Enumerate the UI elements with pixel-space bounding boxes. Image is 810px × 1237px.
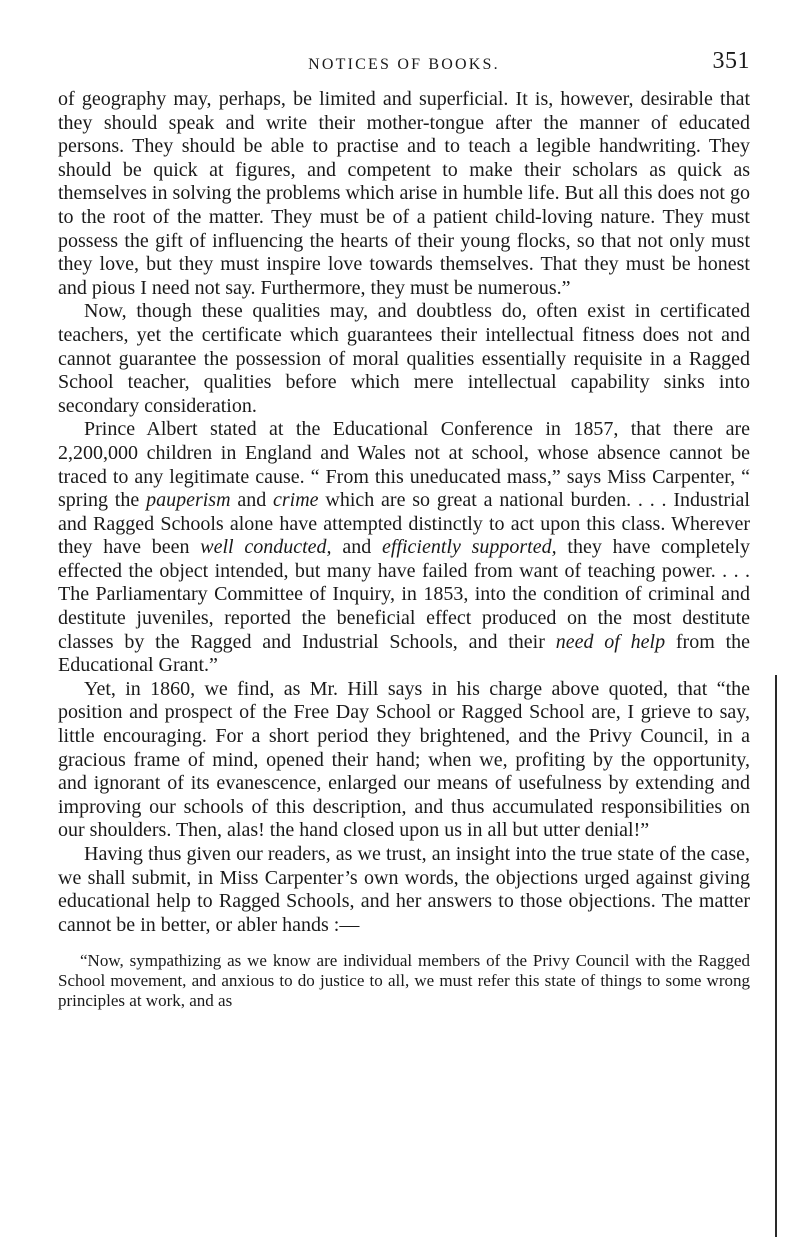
text-run: Prince Albert stated at the Educational Conference in 1857, that there are 2,200,000 children in England and Wales not at school, whose absence cannot be traced to any legitimate cause. “ From this uneducated mass,” says Miss Carpenter, “ spring the (58, 418, 750, 512)
paragraph-prince-albert (58, 418, 750, 678)
paragraph-qualities: Now, though these qualities may, and doubtless do, often exist in certificated teachers, yet the certificate which guarantees their intellectual fitness does not and cannot guarantee the possession of moral qualities essentially requisite in a Ragged School teacher, qualities before which mere intellectual capability sinks into secondary consideration. (58, 300, 750, 417)
body-text (58, 88, 750, 937)
emphasis-text: well conducted, (200, 536, 332, 559)
quote-text: “Now, sympathizing as we know are individual members of the Privy Council with the Ragged School movement, and anxious to do justice to all, we must refer this state of things to some wrong principles at work, and as (58, 951, 750, 1011)
text-run: from the Educational Grant.” (58, 630, 750, 677)
paragraph-1860: Yet, in 1860, we find, as Mr. Hill says in his charge above quoted, that “the position and prospect of the Free Day School or Ragged School are, I grieve to say, little encouraging. For a short period they brightened, and the Privy Council, in a gracious frame of mind, opened their hand; when we, profiting by the opportunity, and ignorant of its evanescence, enlarged our means of usefulness by extending and improving our schools of this description, and thus accumulated responsibilities on our shoulders. Then, alas! the hand closed upon us in all but utter denial!” (58, 677, 750, 842)
text-run: they have completely effected the object intended, but many have failed from want of teaching power. . . . The Parliamentary Committee of Inquiry, in 1853, into the condition of criminal and destitute juveniles, reported the beneficial effect produced on the most destitute classes by the Ragged and Industrial Schools, and their (58, 536, 750, 653)
text-run: and (230, 489, 274, 512)
text-run: which are so great a national burden. . . . Industrial and Ragged Schools alone have attempted distinctly to act upon this class. Wherever they have been (58, 489, 750, 559)
emphasis-text: pauperism (146, 489, 231, 512)
page-number: 351 (712, 48, 750, 74)
emphasis-text: efficiently supported, (381, 536, 557, 559)
running-head (58, 48, 750, 88)
page-edge-rule (775, 675, 777, 1237)
running-title: NOTICES OF BOOKS. (308, 56, 500, 73)
book-page (58, 48, 750, 1011)
paragraph-objections: Having thus given our readers, as we trust, an insight into the true state of the case, we shall submit, in Miss Carpenter’s own words, the objections urged against giving educational help to Ragged Schools, and her answers to those objections. The matter cannot be in better, or abler hands :— (58, 843, 750, 936)
emphasis-text: need of help (555, 630, 666, 653)
block-quote (58, 951, 750, 1011)
emphasis-text: crime (273, 489, 319, 512)
text-run: and (331, 536, 382, 559)
paragraph-continuation: of geography may, perhaps, be limited and superficial. It is, however, desirable that they should speak and write their mother-tongue after the manner of educated persons. They should be able to practise and to teach a legible handwriting. They should be quick at figures, and competent to make their scholars as quick as themselves in solving the problems which arise in humble life. But all this does not go to the root of the matter. They must be of a patient child-loving nature. They must possess the gift of influencing the hearts of their young flocks, so that not only must they love, but they must inspire love towards themselves. That they must be honest and pious I need not say. Furthermore, they must be numerous.” (58, 88, 750, 299)
